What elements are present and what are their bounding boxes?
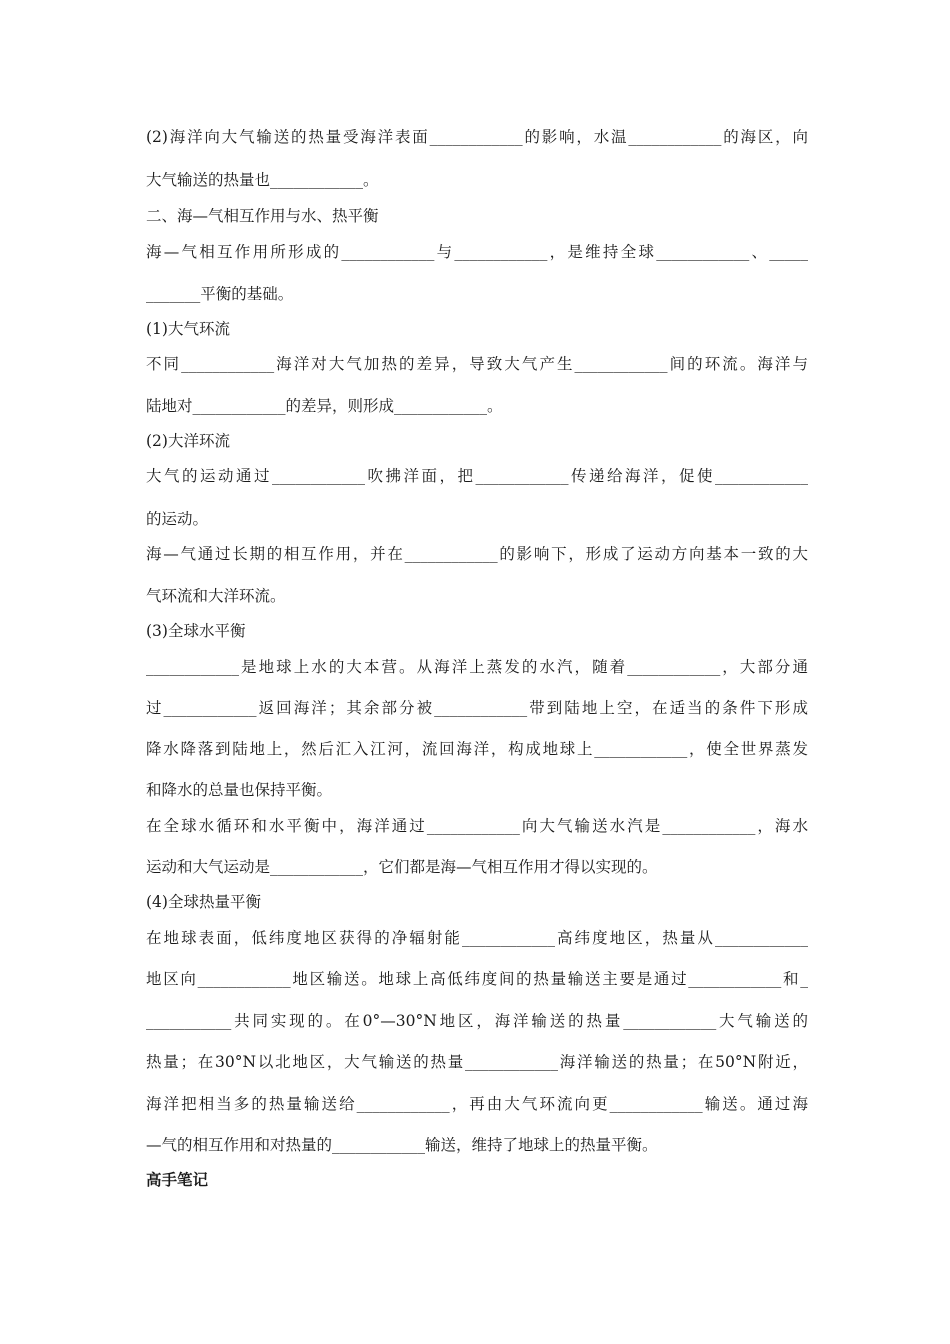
text-line: 大气的运动通过____________吹拂洋面，把____________传递给海洋，促使____________: [146, 467, 808, 485]
text-line: 的运动。: [146, 510, 209, 528]
text-line: 陆地对____________的差异，则形成____________。: [146, 397, 503, 415]
text-line: 在地球表面，低纬度地区获得的净辐射能____________高纬度地区，热量从____________: [146, 929, 808, 947]
text-line: 海—气通过长期的相互作用，并在____________的影响下，形成了运动方向基本一致的大: [146, 545, 808, 563]
subsection-heading: (3)全球水平衡: [146, 622, 246, 640]
text-line: 和降水的总量也保持平衡。: [146, 781, 333, 799]
text-line: 海洋把相当多的热量输送给____________，再由大气环流向更____________输送。通过海: [146, 1095, 808, 1113]
text-line: ___________共同实现的。在0°—30°N地区，海洋输送的热量____________大气输送的: [146, 1012, 808, 1030]
text-line: 大气输送的热量也____________。: [146, 171, 379, 189]
section-heading: 二、海—气相互作用与水、热平衡: [146, 207, 379, 225]
text-line: _______平衡的基础。: [146, 285, 294, 303]
subsection-heading: (1)大气环流: [146, 320, 230, 338]
subsection-heading: (2)大洋环流: [146, 432, 230, 450]
text-line: 在全球水循环和水平衡中，海洋通过____________向大气输送水汽是____________，海水: [146, 817, 808, 835]
text-line: (2)海洋向大气输送的热量受海洋表面____________的影响，水温____________的海区，向: [146, 128, 808, 146]
subsection-heading: (4)全球热量平衡: [146, 893, 261, 911]
footer-heading: 高手笔记: [146, 1171, 209, 1189]
text-line: 降水降落到陆地上，然后汇入江河，流回海洋，构成地球上____________，使全世界蒸发: [146, 740, 808, 758]
text-line: 海—气相互作用所形成的____________与____________，是维持全球____________、_____: [146, 243, 808, 261]
text-line: —气的相互作用和对热量的____________输送，维持了地球上的热量平衡。: [146, 1136, 658, 1154]
text-line: ____________是地球上水的大本营。从海洋上蒸发的水汽，随着____________，大部分通: [146, 658, 808, 676]
text-line: 过____________返回海洋；其余部分被____________带到陆地上空，在适当的条件下形成: [146, 699, 808, 717]
text-line: 热量；在30°N以北地区，大气输送的热量____________海洋输送的热量；在50°N附近，: [146, 1053, 808, 1071]
text-line: 运动和大气运动是____________，它们都是海—气相互作用才得以实现的。: [146, 858, 658, 876]
text-line: 不同____________海洋对大气加热的差异，导致大气产生____________间的环流。海洋与: [146, 355, 808, 373]
text-line: 气环流和大洋环流。: [146, 587, 286, 605]
text-line: 地区向____________地区输送。地球上高低纬度间的热量输送主要是通过____________和_: [146, 970, 808, 988]
